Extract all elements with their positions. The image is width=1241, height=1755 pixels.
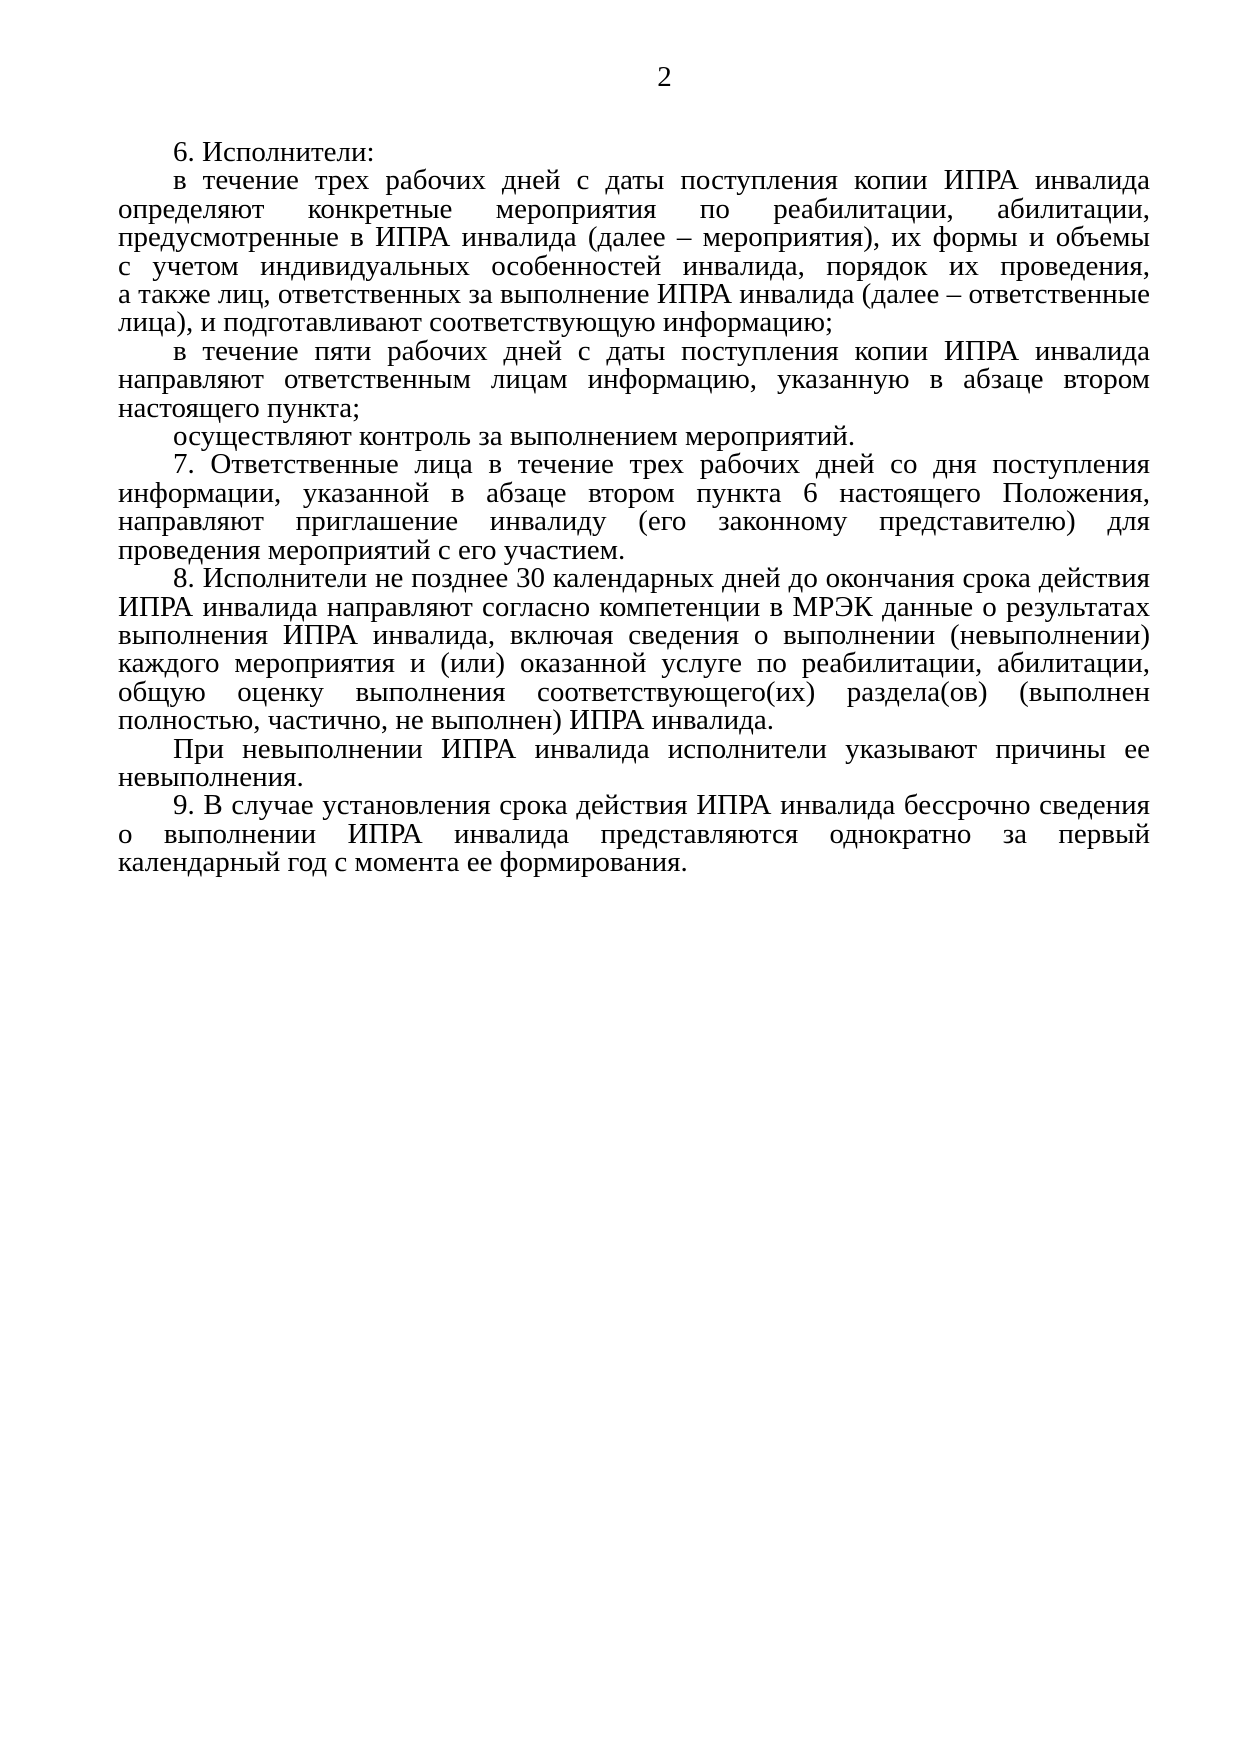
page-number: 2	[657, 61, 672, 93]
paragraph-9: 9. В случае установления срока действия ИПРА инвалида бессрочно сведения о выполнении ИПРА инвалида представляются однократно за первый календарный год с момента ее формирования.	[118, 789, 1150, 879]
paragraph-6-item-control: осуществляют контроль за выполнением мероприятий.	[173, 420, 856, 453]
paragraph-6-item-send-info: в течение пяти рабочих дней с даты поступления копии ИПРА инвалида направляют ответственным лицам информацию, указанную в абзаце втором настоящего пункта;	[118, 334, 1150, 424]
paragraph-8: 8. Исполнители не позднее 30 календарных дней до окончания срока действия ИПРА инвалида направляют согласно компетенции в МРЭК данные о результатах выполнения ИПРА инвалида, включая сведения о выполнении (невыполнении) каждого мероприятия и (или) оказанной услуге по реабилитации, абилитации, общую оценку выполнения соответствующего(их) раздела(ов) (выполнен полностью, частично, не выполнен) ИПРА инвалида.	[118, 562, 1150, 737]
paragraph-6-heading: 6. Исполнители:	[173, 136, 375, 168]
document-body	[118, 138, 1150, 877]
paragraph-7: 7. Ответственные лица в течение трех рабочих дней со дня поступления информации, указанной в абзаце втором пункта 6 настоящего Положения, направляют приглашение инвалиду (его законному представителю) для проведения мероприятий с его участием.	[118, 448, 1150, 566]
paragraph-8-nonfulfillment: При невыполнении ИПРА инвалида исполнители указывают причины ее невыполнения.	[118, 732, 1150, 793]
paragraph-6-item-executors-define: в течение трех рабочих дней с даты поступления копии ИПРА инвалида определяют конкретные мероприятия по реабилитации, абилитации, предусмотренные в ИПРА инвалида (далее – мероприятия), их формы и объемы с учетом индивидуальных особенностей инвалида, порядок их проведения, а также лиц, ответственных за выполнение ИПРА инвалида (далее – ответственные лица), и подготавливают соответствующую информацию;	[118, 164, 1150, 339]
